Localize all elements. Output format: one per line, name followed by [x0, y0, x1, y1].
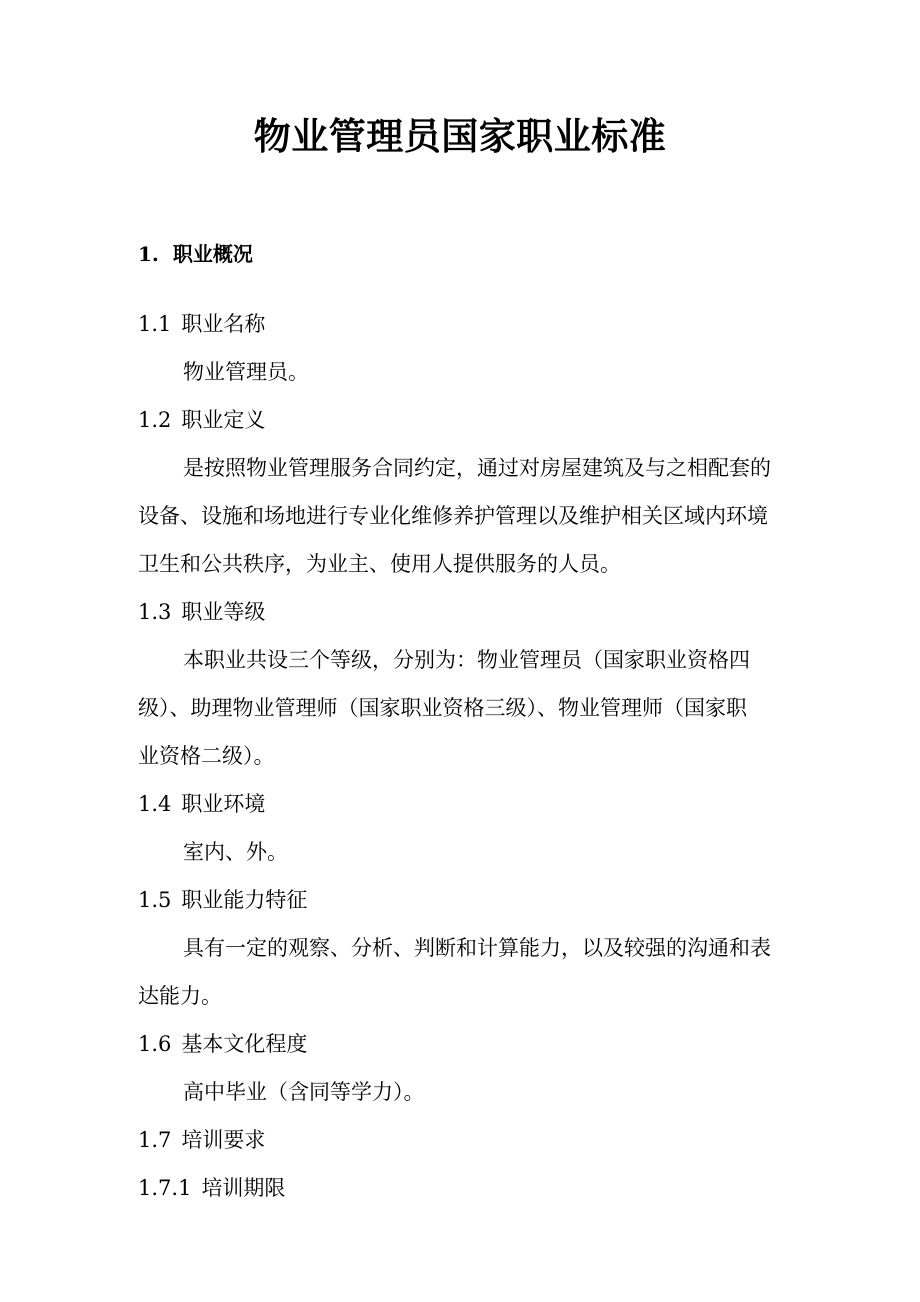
section-title: 职业名称 — [181, 312, 266, 336]
section-number: 1.1 — [138, 312, 172, 336]
section-number: 1.5 — [138, 888, 172, 912]
chapter-title: 职业概况 — [172, 242, 253, 266]
section-title: 职业能力特征 — [181, 888, 308, 912]
section-heading-1-7-1 — [138, 1173, 285, 1203]
section-title: 基本文化程度 — [181, 1032, 308, 1056]
section-title: 培训要求 — [181, 1128, 266, 1152]
section-heading-1-2 — [138, 405, 265, 435]
section-number: 1.4 — [138, 792, 172, 816]
paragraph-line: 物业管理员。 — [183, 360, 309, 384]
section-title: 职业等级 — [181, 600, 266, 624]
section-number: 1.7 — [138, 1128, 172, 1152]
section-heading-1-3 — [138, 597, 265, 627]
section-title: 培训期限 — [201, 1176, 286, 1200]
section-heading-1-1 — [138, 309, 265, 339]
paragraph-line: 高中毕业（含同等学力）。 — [183, 1080, 425, 1104]
paragraph-line: 室内、外。 — [183, 840, 288, 864]
section-heading-1-5 — [138, 885, 307, 915]
section-heading-1-6 — [138, 1029, 307, 1059]
section-title: 职业定义 — [181, 408, 266, 432]
section-heading-1-4 — [138, 789, 265, 819]
paragraph-line: 是按照物业管理服务合同约定，通过对房屋建筑及与之相配套的 — [183, 456, 771, 480]
paragraph-line: 具有一定的观察、分析、判断和计算能力，以及较强的沟通和表 — [183, 936, 771, 960]
paragraph-line: 卫生和公共秩序，为业主、使用人提供服务的人员。 — [138, 552, 621, 576]
paragraph-line: 级）、助理物业管理师（国家职业资格三级）、物业管理师（国家职 — [138, 696, 747, 720]
section-number: 1.6 — [138, 1032, 172, 1056]
chapter-heading — [138, 239, 253, 269]
section-number: 1.7.1 — [138, 1176, 192, 1200]
section-number: 1.3 — [138, 600, 172, 624]
section-heading-1-7 — [138, 1125, 265, 1155]
paragraph-line: 业资格二级）。 — [138, 744, 275, 768]
chapter-number: 1. — [138, 242, 159, 266]
section-title: 职业环境 — [181, 792, 266, 816]
section-number: 1.2 — [138, 408, 172, 432]
paragraph-line: 达能力。 — [138, 984, 222, 1008]
paragraph-line: 设备、设施和场地进行专业化维修养护管理以及维护相关区域内环境 — [138, 504, 768, 528]
paragraph-line: 本职业共设三个等级，分别为：物业管理员（国家职业资格四 — [183, 648, 750, 672]
document-title: 物业管理员国家职业标准 — [253, 114, 667, 158]
